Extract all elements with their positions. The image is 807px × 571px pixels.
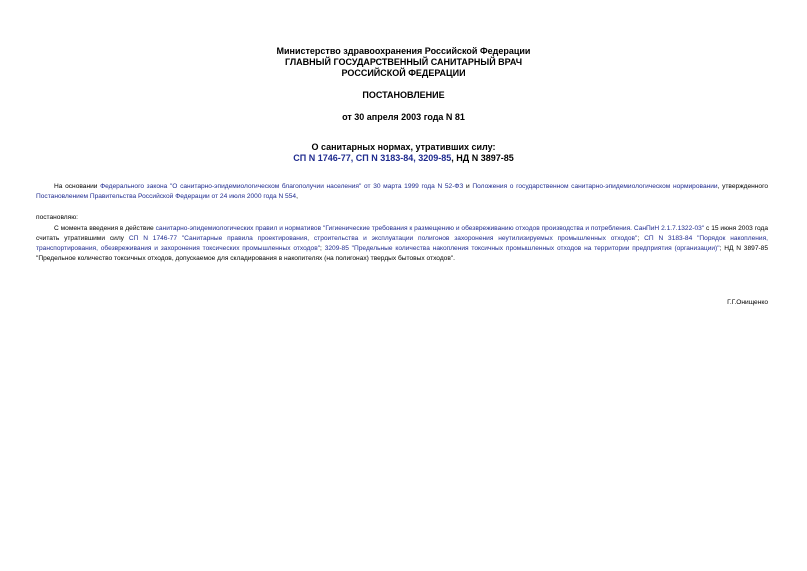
federal-law-link[interactable]: Федерального закона "О санитарно-эпидемиологическом благополучии населения" от 30 марта 1999 года N 52-ФЗ bbox=[100, 183, 464, 190]
paragraph-basis bbox=[36, 182, 768, 202]
document-date: от 30 апреля 2003 года N 81 bbox=[342, 112, 465, 122]
government-decree-link[interactable]: Постановлением Правительства Российской Федерации от 24 июля 2000 года N 554 bbox=[36, 193, 297, 200]
basis-text-3: , утвержденного bbox=[717, 183, 768, 190]
country-name: РОССИЙСКОЙ ФЕДЕРАЦИИ bbox=[341, 68, 466, 78]
subject-refs-tail: , НД N 3897-85 bbox=[451, 153, 514, 163]
basis-text-1: На основании bbox=[54, 183, 101, 190]
subject-refs-link[interactable]: СП N 1746-77, СП N 3183-84, 3209-85 bbox=[293, 153, 452, 163]
paragraph-decree: постановляю: bbox=[36, 214, 79, 221]
main-text-1: С момента введения в действие bbox=[54, 225, 156, 232]
main-text-2: с 15 июня 2003 года считать утратившими силу bbox=[36, 225, 768, 242]
regulation-link[interactable]: Положения о государственном санитарно-эпидемиологическом нормировании bbox=[472, 183, 718, 190]
main-text-3: ; bbox=[637, 235, 645, 242]
sanpin-link[interactable]: санитарно-эпидемиологических правил и нормативов "Гигиенические требования к размещению и обезвреживанию отходов производства и потребления. СанПиН 2.1.7.1322-03" bbox=[155, 225, 705, 232]
document-subject-refs bbox=[0, 153, 807, 164]
main-text-5: ; НД N 3897-85 "Предельное количество токсичных отходов, допускаемое для складирования в накопителях (на полигонах) твердых бытовых отходов". bbox=[36, 245, 769, 262]
basis-text-4: , bbox=[296, 193, 298, 200]
sp-1746-77-link[interactable]: СП N 1746-77 "Санитарные правила проектирования, строительства и эксплуатации полигонов захоронения неутилизируемых промышленных отходов" bbox=[128, 235, 638, 242]
signature: Г.Г.Онищенко bbox=[727, 299, 768, 306]
document-subject: О санитарных нормах, утративших силу: bbox=[311, 142, 496, 152]
ministry-name: Министерство здравоохранения Российской Федерации bbox=[276, 46, 531, 56]
sp-3183-84-link[interactable]: СП N 3183-84 "Порядок накопления, транспортирования, обезвреживания и захоронения токсических промышленных отходов" bbox=[36, 235, 768, 252]
document-header bbox=[0, 46, 807, 164]
document-type: ПОСТАНОВЛЕНИЕ bbox=[362, 90, 445, 100]
paragraph-main bbox=[36, 224, 768, 264]
main-text-4: ; bbox=[320, 245, 325, 252]
chief-title: ГЛАВНЫЙ ГОСУДАРСТВЕННЫЙ САНИТАРНЫЙ ВРАЧ bbox=[284, 57, 523, 67]
basis-text-2: и bbox=[463, 183, 473, 190]
sp-3209-85-link[interactable]: 3209-85 "Предельные количества накопления токсичных промышленных отходов на территории предприятия (организации)" bbox=[324, 245, 720, 252]
